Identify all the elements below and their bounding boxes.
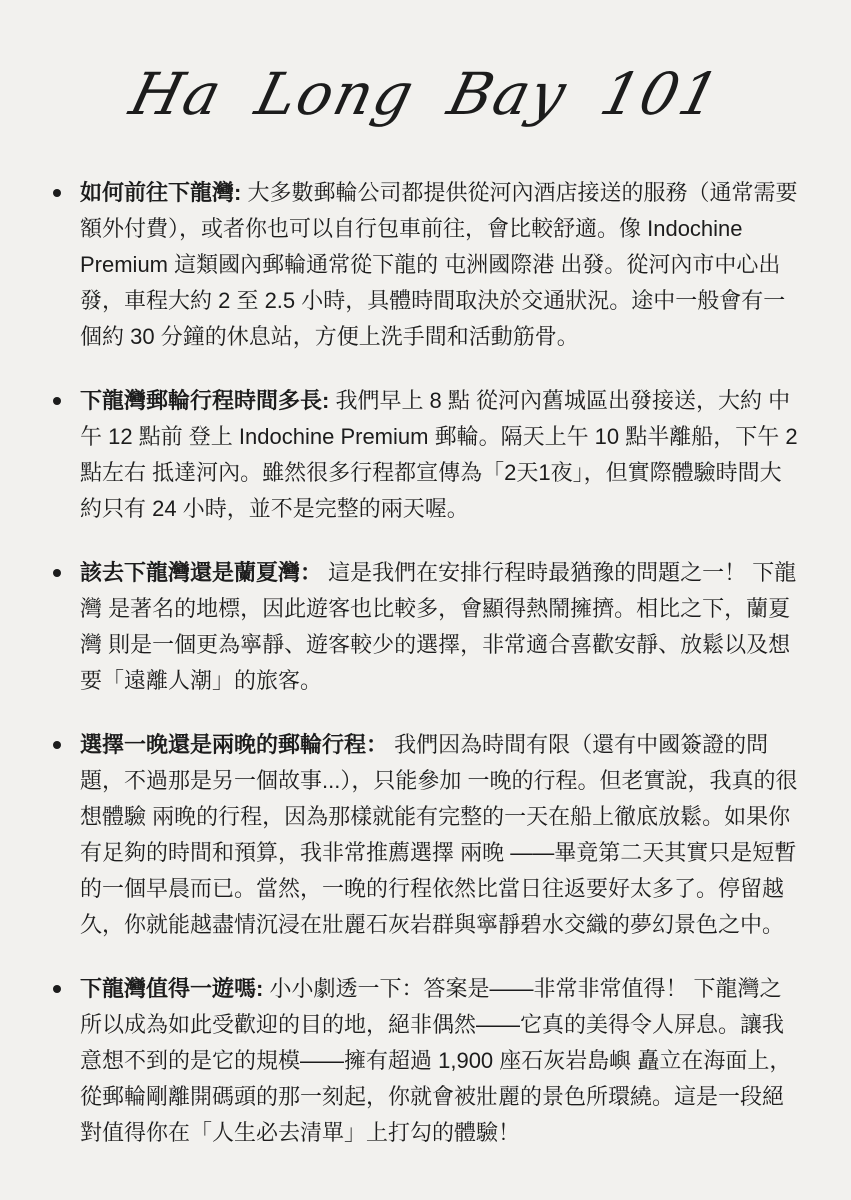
- list-item: [80, 383, 803, 527]
- list-item: [80, 175, 803, 355]
- bullet-body: 我們因為時間有限（還有中國簽證的問題，不過那是另一個故事...），只能參加 一晚的行程。但老實說，我真的很想體驗 兩晚的行程，因為那樣就能有完整的一天在船上徹底放鬆。如果你有足夠的時間和預算，我非常推薦選擇 兩晚 ——畢竟第二天其實只是短暫的一個早晨而已。當然，一晚的行程依然比當日往返要好太多了。停留越久，你就能越盡情沉浸在壯麗石灰岩群與寧靜碧水交織的夢幻景色之中。: [80, 731, 798, 937]
- page-title: Ha Long Bay 101: [123, 60, 728, 128]
- bullet-list: [48, 175, 803, 1151]
- bullet-heading: 下龍灣值得一遊嗎:: [80, 975, 264, 1001]
- list-item: [80, 555, 803, 699]
- bullet-heading: 下龍灣郵輪行程時間多長:: [80, 387, 330, 413]
- bullet-heading: 如何前往下龍灣:: [80, 179, 242, 205]
- bullet-body: 小小劇透一下：答案是——非常非常值得！ 下龍灣之所以成為如此受歡迎的目的地，絕非偶然——它真的美得令人屏息。讓我意想不到的是它的規模——擁有超過 1,900 座石灰岩島嶼 矗立在海面上，從郵輪剛離開碼頭的那一刻起，你就會被壯麗的景色所環繞。這是一段絕對值得你在「人生必去清單」上打勾的體驗！: [80, 975, 792, 1145]
- bullet-body: 這是我們在安排行程時最猶豫的問題之一！ 下龍灣 是著名的地標，因此遊客也比較多，會顯得熱鬧擁擠。相比之下，蘭夏灣 則是一個更為寧靜、遊客較少的選擇，非常適合喜歡安靜、放鬆以及想要「遠離人潮」的旅客。: [80, 559, 797, 693]
- list-item: [80, 971, 803, 1151]
- bullet-body: 大多數郵輪公司都提供從河內酒店接送的服務（通常需要額外付費），或者你也可以自行包車前往，會比較舒適。像 Indochine Premium 這類國內郵輪通常從下龍的 屯洲國際港 出發。從河內市中心出發，車程大約 2 至 2.5 小時，具體時間取決於交通狀況。途中一般會有一個約 30 分鐘的休息站，方便上洗手間和活動筋骨。: [80, 179, 798, 349]
- bullet-heading: 選擇一晚還是兩晚的郵輪行程：: [80, 731, 389, 757]
- bullet-dot-icon: [53, 741, 61, 749]
- bullet-dot-icon: [53, 569, 61, 577]
- bullet-body: 我們早上 8 點 從河內舊城區出發接送，大約 中午 12 點前 登上 Indochine Premium 郵輪。隔天上午 10 點半離船，下午 2 點左右 抵達河內。雖然很多行程都宣傳為「2天1夜」，但實際體驗時間大約只有 24 小時，並不是完整的兩天喔。: [80, 387, 798, 521]
- bullet-dot-icon: [53, 189, 61, 197]
- list-item: [80, 727, 803, 943]
- bullet-dot-icon: [53, 397, 61, 405]
- bullet-heading: 該去下龍灣還是蘭夏灣：: [80, 559, 323, 585]
- bullet-dot-icon: [53, 985, 61, 993]
